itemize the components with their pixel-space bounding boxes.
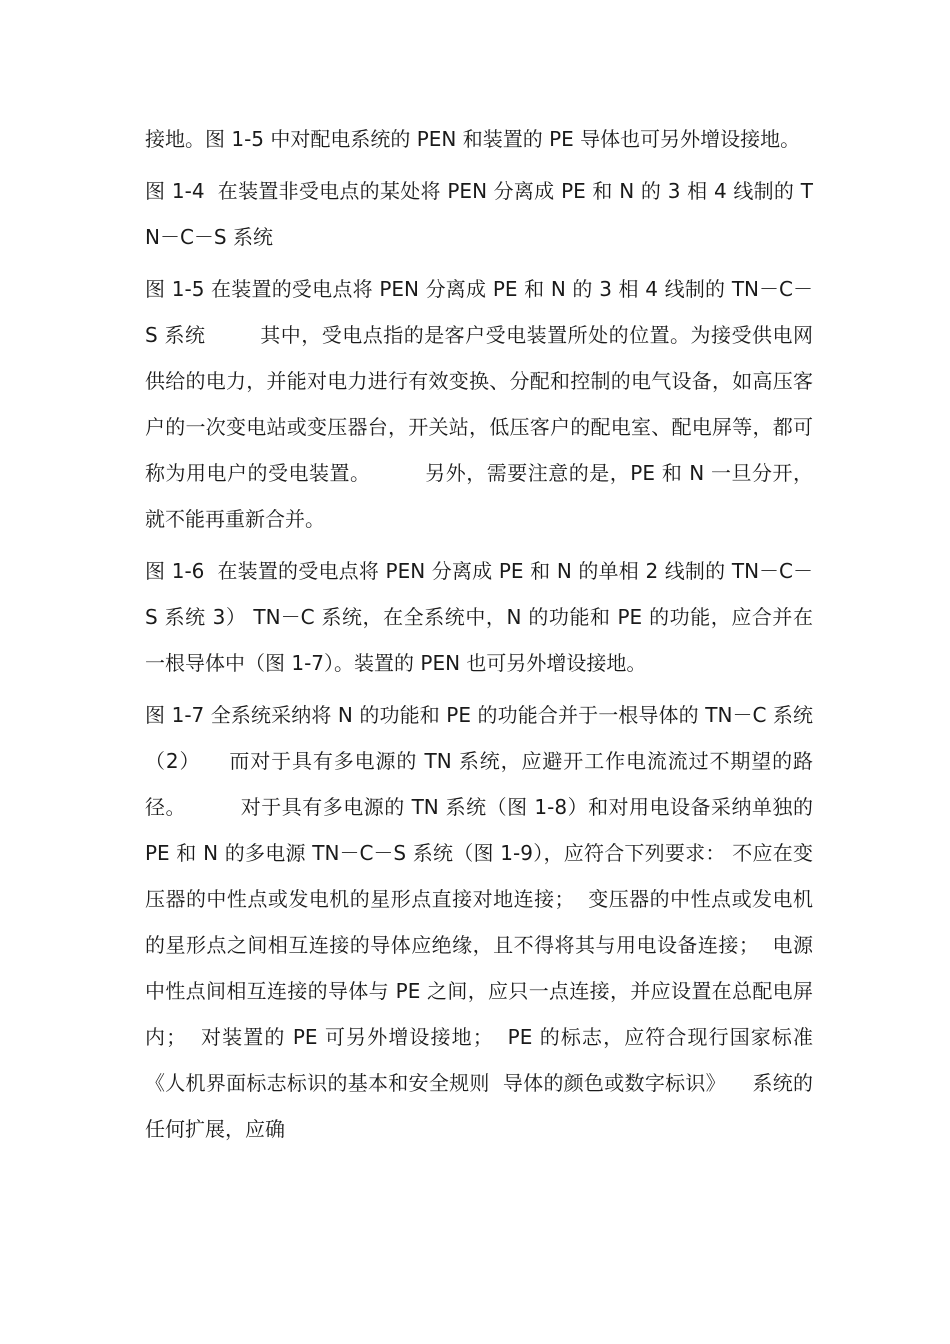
paragraph-4-figure-caption-1-6: 图 1-6 在装置的受电点将 PEN 分离成 PE 和 N 的单相 2 线制的 TN－C－S 系统 3） TN－C 系统，在全系统中，N 的功能和 PE 的功能，应合并在一根导体中（图 1-7）。装置的 PEN 也可另外增设接地。 [145, 559, 813, 675]
paragraph-2-figure-caption-1-4: 图 1-4 在装置非受电点的某处将 PEN 分离成 PE 和 N 的 3 相 4 线制的 TN－C－S 系统 [145, 179, 813, 249]
paragraph-1: 接地。图 1-5 中对配电系统的 PEN 和装置的 PE 导体也可另外增设接地。 [145, 127, 801, 151]
document-body [145, 116, 820, 1158]
paragraph-3-figure-caption-1-5: 图 1-5 在装置的受电点将 PEN 分离成 PE 和 N 的 3 相 4 线制的 TN－C－S 系统 其中，受电点指的是客户受电装置所处的位置。为接受供电网供给的电力，并能对电力进行有效变换、分配和控制的电气设备，如高压客户的一次变电站或变压器台，开关站，低压客户的配电室、配电屏等，都可称为用电户的受电装置。 另外，需要注意的是，PE 和 N 一旦分开，就不能再重新合并。 [145, 277, 813, 531]
paragraph-5-figure-caption-1-7: 图 1-7 全系统采纳将 N 的功能和 PE 的功能合并于一根导体的 TN－C 系统（2） 而对于具有多电源的 TN 系统，应避开工作电流流过不期望的路径。 对于具有多电源的 TN 系统（图 1-8）和对用电设备采纳单独的 PE 和 N 的多电源 TN－C－S 系统（图 1-9），应符合下列要求： 不应在变压器的中性点或发电机的星形点直接对地连接； 变压器的中性点或发电机的星形点之间相互连接的导体应绝缘，且不得将其与用电设备连接； 电源中性点间相互连接的导体与 PE 之间，应只一点连接，并应设置在总配电屏内； 对装置的 PE 可另外增设接地； PE 的标志，应符合现行国家标准《人机界面标志标识的基本和安全规则 导体的颜色或数字标识》 系统的任何扩展，应确 [145, 703, 820, 1141]
